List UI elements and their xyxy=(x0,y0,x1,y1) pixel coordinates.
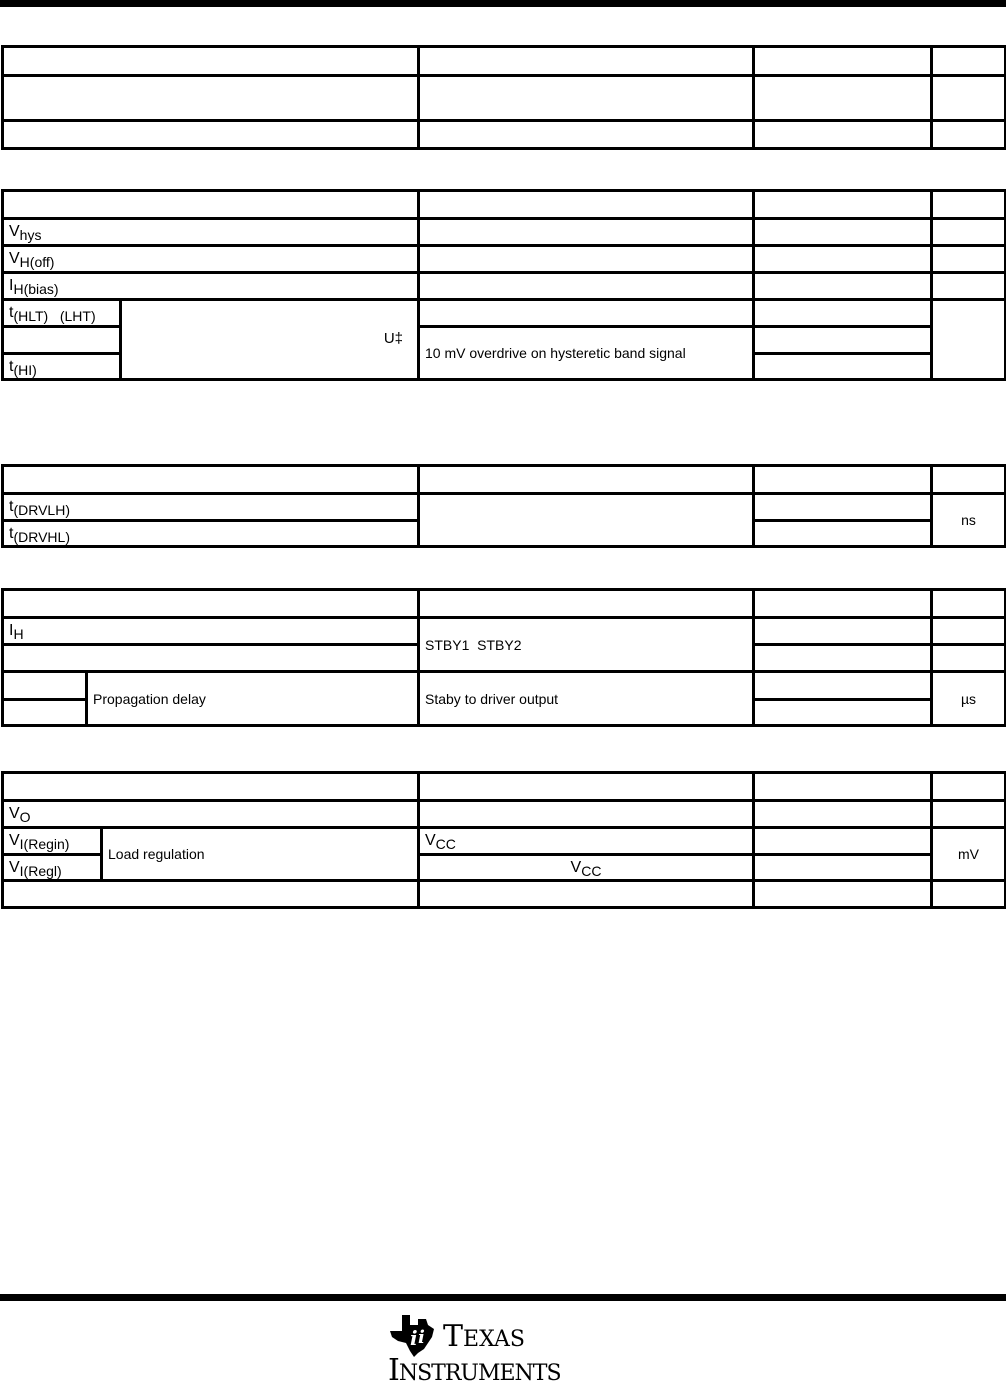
header-cell xyxy=(932,466,1006,494)
logo-word-instruments: INSTRUMENTS xyxy=(388,1353,561,1388)
svg-text:i: i xyxy=(410,1326,418,1350)
subscript: I(Regin) xyxy=(19,836,70,852)
cell xyxy=(932,801,1006,828)
cell xyxy=(754,273,932,300)
condition-stby: STBY1 STBY2 xyxy=(419,618,754,672)
subscript: H xyxy=(13,626,24,642)
symbol: V xyxy=(570,858,582,876)
cell xyxy=(754,521,932,547)
symbol: V xyxy=(9,223,20,240)
header-cell xyxy=(754,191,932,219)
subscript: I(Regl) xyxy=(19,862,62,879)
symbol: I xyxy=(9,277,14,294)
cell xyxy=(3,645,419,672)
cell xyxy=(754,494,932,521)
cell xyxy=(932,246,1006,273)
cell xyxy=(932,645,1006,672)
cell xyxy=(754,354,932,380)
cell xyxy=(932,881,1006,908)
cell xyxy=(754,828,932,855)
cell xyxy=(754,855,932,881)
subscript: (HI) xyxy=(13,361,37,378)
table-row xyxy=(3,121,1006,149)
cell xyxy=(419,801,754,828)
cell xyxy=(932,618,1006,645)
symbol: V xyxy=(9,832,20,849)
condition-staby: Staby to driver output xyxy=(419,672,754,726)
bottom-rule xyxy=(0,1294,1006,1301)
cell xyxy=(419,881,754,908)
spec-table-2 xyxy=(1,189,1006,381)
param-thi xyxy=(3,354,121,380)
symbol: V xyxy=(9,858,20,876)
cell xyxy=(754,700,932,726)
param-thlt xyxy=(3,300,121,327)
header-cell xyxy=(754,466,932,494)
symbol: t xyxy=(9,357,14,375)
table-header-row xyxy=(3,191,1006,219)
cell xyxy=(932,219,1006,246)
subscript: H(bias) xyxy=(13,281,59,297)
table-header-row xyxy=(3,590,1006,618)
param-vo xyxy=(3,801,419,828)
subscript: CC xyxy=(435,836,456,852)
symbol: V xyxy=(425,832,436,849)
header-cell xyxy=(3,773,419,801)
cell xyxy=(419,76,754,121)
header-cell xyxy=(932,47,1006,76)
table-row xyxy=(3,300,1006,327)
header-cell xyxy=(3,47,419,76)
table-row xyxy=(3,219,1006,246)
symbol: V xyxy=(9,250,20,267)
table-header-row xyxy=(3,773,1006,801)
cell xyxy=(3,672,87,700)
param-viregin xyxy=(3,828,102,855)
symbol: t xyxy=(9,304,14,321)
condition-vcc-2 xyxy=(419,855,754,881)
table-row xyxy=(3,618,1006,645)
header-cell xyxy=(932,191,1006,219)
symbol: t xyxy=(9,498,14,515)
footnote-marker: U‡ xyxy=(383,330,403,347)
cell xyxy=(419,219,754,246)
cell xyxy=(3,700,87,726)
logo-word-texas: TEXAS xyxy=(443,1319,525,1354)
cell xyxy=(754,645,932,672)
subscript: H(off) xyxy=(19,254,55,270)
subscript: hys xyxy=(19,227,42,243)
subscript: CC xyxy=(581,862,602,879)
table-row xyxy=(3,672,1006,700)
unit-cell xyxy=(932,300,1006,380)
cell xyxy=(754,801,932,828)
cell xyxy=(754,76,932,121)
param-ih xyxy=(3,618,419,645)
spec-table-1 xyxy=(1,45,1006,150)
cell xyxy=(3,121,419,149)
param-tdrvhl xyxy=(3,521,419,547)
spec-table-4 xyxy=(1,588,1006,727)
cell xyxy=(754,121,932,149)
cell xyxy=(419,273,754,300)
header-cell xyxy=(754,773,932,801)
cell xyxy=(932,76,1006,121)
cell xyxy=(754,327,932,354)
header-cell xyxy=(419,773,754,801)
cell xyxy=(754,246,932,273)
param-vhys xyxy=(3,219,419,246)
header-cell xyxy=(419,47,754,76)
header-cell xyxy=(3,466,419,494)
cell xyxy=(754,219,932,246)
cell xyxy=(419,494,754,547)
condition-overdrive: 10 mV overdrive on hysteretic band signal xyxy=(419,327,754,380)
cell xyxy=(754,672,932,700)
subscript: O xyxy=(19,809,31,825)
header-cell xyxy=(3,191,419,219)
subscript: (DRVHL) xyxy=(13,528,70,545)
table-row xyxy=(3,273,1006,300)
cell xyxy=(754,300,932,327)
symbol: V xyxy=(9,805,20,822)
header-cell xyxy=(3,590,419,618)
cell xyxy=(3,881,419,908)
table-row xyxy=(3,246,1006,273)
note-cell xyxy=(121,300,419,380)
header-cell xyxy=(932,773,1006,801)
cell xyxy=(419,121,754,149)
table-row xyxy=(3,801,1006,828)
header-cell xyxy=(419,590,754,618)
spec-table-5 xyxy=(1,771,1006,909)
symbol: I xyxy=(9,622,14,639)
table-header-row xyxy=(3,466,1006,494)
subscript: (HLT) (LHT) xyxy=(13,308,96,324)
header-cell xyxy=(419,191,754,219)
param-viregl xyxy=(3,855,102,881)
symbol: t xyxy=(9,524,14,542)
header-cell xyxy=(754,590,932,618)
table-row xyxy=(3,76,1006,121)
param-vhoff xyxy=(3,246,419,273)
condition-vcc-1 xyxy=(419,828,754,855)
cell xyxy=(3,327,121,354)
table-header-row xyxy=(3,47,1006,76)
top-rule xyxy=(0,0,1006,7)
cell xyxy=(932,273,1006,300)
header-cell xyxy=(419,466,754,494)
param-tdrvlh xyxy=(3,494,419,521)
unit-ns: ns xyxy=(932,494,1006,547)
cell xyxy=(419,300,754,327)
unit-mv: mV xyxy=(932,828,1006,881)
cell xyxy=(754,618,932,645)
subscript: (DRVLH) xyxy=(13,502,70,518)
spec-table-3 xyxy=(1,464,1006,548)
param-load-regulation: Load regulation xyxy=(102,828,419,881)
cell xyxy=(932,121,1006,149)
svg-text:i: i xyxy=(418,1327,425,1348)
table-row xyxy=(3,494,1006,521)
texas-instruments-logo xyxy=(388,1313,598,1388)
param-propagation-delay: Propagation delay xyxy=(87,672,419,726)
cell xyxy=(419,246,754,273)
table-row xyxy=(3,828,1006,855)
unit-us: µs xyxy=(932,672,1006,726)
header-cell xyxy=(754,47,932,76)
cell xyxy=(754,881,932,908)
table-row xyxy=(3,881,1006,908)
cell xyxy=(3,76,419,121)
param-ihbias xyxy=(3,273,419,300)
header-cell xyxy=(932,590,1006,618)
